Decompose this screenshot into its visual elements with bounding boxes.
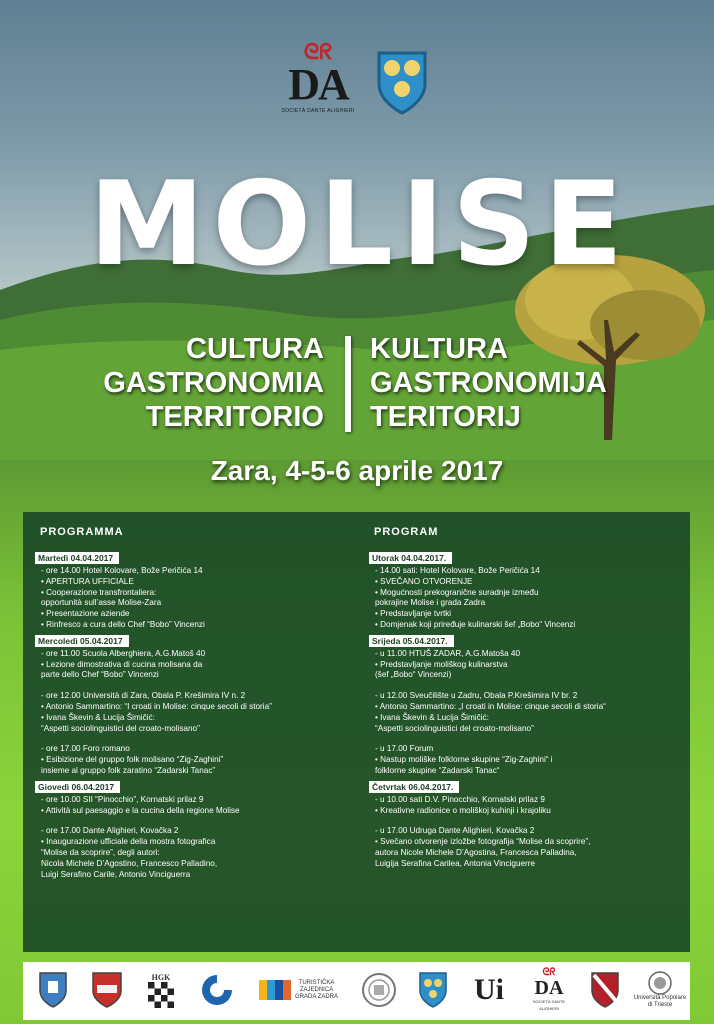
hgk-label: HGK [151,972,171,982]
program-line: • Mogućnosti prekogranične suradnje između [375,587,539,597]
program-heading-hr: PROGRAM [374,526,439,538]
tz-line: GRADA ZADRA [295,993,339,1000]
program-line: “Molise da scoprire”, degli autori: [41,847,160,857]
zadar-coat-of-arms-icon [376,50,428,116]
program-line: • Nastup moliške folklorne skupine “Zig-Zaghini“ i [375,755,553,765]
tagline-hr-line: GASTRONOMIJA [370,367,607,399]
dante-logo-mark: DA [288,60,348,109]
program-line: • Domjenak koji priređuje kulinarski šef „Bobo“ Vincenzi [375,619,576,629]
program-line: - ore 11.00 Scuola Alberghiera, A.G.Matoš 40 [41,648,206,658]
program-line: - u 17.00 Udruga Dante Alighieri, Kovačka 2 [375,826,535,836]
program-spacer [35,734,357,744]
tourist-board-icon [259,980,291,1000]
program-day-label: Martedì 04.04.2017 [35,552,119,564]
program-italian [35,512,357,952]
program-line: • SVEČANO OTVORENJE [375,576,473,586]
seal-icon [361,972,397,1008]
sponsor-circle-logo [197,968,237,1012]
zadar-coat-of-arms-icon [418,971,448,1009]
program-line: - u 10.00 sati D.V. Pinocchio, Kornatski prilaz 9 [375,794,545,804]
program-line: “Aspetti sociolinguistici del croato-molisano” [375,723,534,733]
program-day-label: Četvrtak 06.04.2017. [369,781,459,793]
tagline-italian [103,332,324,434]
dante-logo-caption: SOCIETÀ DANTE ALIGHIERI [281,108,355,114]
program-line: (šef „Bobo“ Vincenzi) [375,670,452,680]
program-line: - ore 17.00 Foro romano [41,744,130,754]
sponsor-dante-alighieri [523,968,575,1012]
program-line: Luigi Serafino Carile, Antonio Vinciguerra [41,869,191,879]
program-day-label: Srijeda 05.04.2017. [369,635,454,647]
program-line: • Lezione dimostrativa di cucina molisana da [41,659,203,669]
program-day-label: Giovedì 06.04.2017 [35,781,120,793]
tagline-it-line: GASTRONOMIA [103,367,324,399]
dante-small-mark: DA [534,977,564,999]
sponsor-red-shield [587,968,623,1012]
program-line: • Ivana Škevin & Lucija Šimičić: [41,712,155,722]
program-line: pokrajine Molise i grada Zadra [375,598,486,608]
program-spacer [35,681,357,691]
sponsor-logos [23,962,690,1020]
tagline-it-line: CULTURA [186,333,324,365]
upt-line: Università Popolare [633,995,687,1001]
program-line: • Predstavljanje moliškog kulinarstva [375,659,508,669]
dante-alighieri-logo [278,39,358,122]
program-line: • Predstavljanje tvrtki [375,609,452,619]
program-line: “Aspetti sociolinguistici del croato-molisano” [41,723,200,733]
program-line: • Presentazione aziende [41,609,130,619]
sponsor-seal [359,968,399,1012]
program-day-label: Mercoledì 05.04.2017 [35,635,129,647]
program-line: - ore 12.00 Università di Zara, Obala P. Krešimira IV n. 2 [41,691,246,701]
program-line: • APERTURA UFFICIALE [41,576,134,586]
page-title: MOLISE [89,157,631,292]
program-line: Nicola Michele D’Agostino, Francesco Palladino, [41,858,218,868]
sponsor-shield-1 [35,968,71,1012]
sponsor-tz-zadar [259,968,343,1012]
program-line: • Attività sul paesaggio e la cucina della regione Molise [41,805,240,815]
program-line: • Svečano otvorenje izložbe fotografija “Molise da scoprire”, [375,837,591,847]
dante-small-caption: SOCIETÀ DANTE ALIGHIERI [532,999,566,1011]
dante-small-emblem: ᘓᖇ [542,967,556,978]
program-line: opportunità sull’asse Molise-Zara [41,598,162,608]
tagline-hr-line: TERITORIJ [370,401,521,433]
program-spacer [35,816,357,826]
program-line: • Cooperazione transfrontaliera: [41,587,157,597]
program-line: autora Nicole Michele D’Agostina, Francesca Palladina, [375,847,577,857]
sponsor-zadar-shield [415,968,451,1012]
coat-of-arms-icon [590,971,620,1009]
coat-of-arms-icon [38,971,68,1009]
program-line: - u 11.00 HTUŠ ZADAR, A.G.Matoša 40 [375,648,521,658]
program-line: parte dello Chef “Bobo” Vincenzi [41,670,159,680]
tz-line: ZAJEDNICA [299,986,334,993]
program-spacer [369,681,691,691]
tagline-hr-line: KULTURA [370,333,508,365]
dante-logo-emblem: ᘓᖇ [303,39,333,64]
tagline-it-line: TERRITORIO [145,401,324,433]
program-line: - u 17.00 Forum [375,744,434,754]
tagline-croatian [370,332,607,434]
upt-line: di Trieste [647,1002,673,1008]
sponsor-hgk [141,968,181,1012]
program-line: folklorne skupine “Zadarski Tanac“ [375,765,500,775]
program-line: • Inaugurazione ufficiale della mostra fotografica [41,837,216,847]
program-line: Luigija Serafina Carilea, Antonia Vinciguerre [375,858,536,868]
program-day-label: Utorak 04.04.2017. [369,552,452,564]
program-line: • Kreativne radionice o moliškoj kuhinji i krajoliku [375,805,551,815]
program-line: • Antonio Sammartino: “I croati in Molise: cinque secoli di storia” [41,701,272,711]
program-line: - ore 17.00 Dante Alighieri, Kovačka 2 [41,826,179,836]
program-line: • Ivana Škevin & Lucija Šimičić: [375,712,489,722]
program-line: - 14.00 sati: Hotel Kolovare, Bože Peričića 14 [375,566,540,575]
checkerboard-icon [148,982,174,1008]
program-line: insieme al gruppo folk zaratino “Zadarski Tanac” [41,765,216,775]
program-spacer [369,816,691,826]
program-line: • Esibizione del gruppo folk molisano “Zig-Zaghini” [41,755,224,765]
upt-seal-icon [648,971,672,995]
tz-line: TURISTIČKA [298,979,335,986]
program-line: - ore 10.00 SII “Pinocchio”, Kornatski prilaz 9 [41,794,204,804]
program-heading-it: PROGRAMMA [40,526,124,538]
tagline-divider [345,336,351,432]
program-line: • Rinfresco a cura dello Chef “Bobo” Vincenzi [41,619,205,629]
top-logos [0,39,714,132]
circle-logo-icon [200,973,234,1007]
coat-of-arms-icon [91,971,123,1009]
program-line: • Antonio Sammartino: „I croati in Molise: cinque secoli di storia“ [375,701,606,711]
ui-logo-text: Ui [474,973,504,1006]
program-spacer [369,734,691,744]
sponsor-upt [633,968,687,1012]
program-line: - u 12.00 Sveučilište u Zadru, Obala P.Krešimira IV br. 2 [375,691,578,701]
program-croatian [369,512,691,952]
program-line: - ore 14.00 Hotel Kolovare, Bože Peričića 14 [41,566,203,575]
sponsor-shield-2 [89,968,125,1012]
event-date: Zara, 4-5-6 aprile 2017 [210,455,504,486]
program-panel [23,512,690,952]
sponsor-ui [469,968,509,1012]
